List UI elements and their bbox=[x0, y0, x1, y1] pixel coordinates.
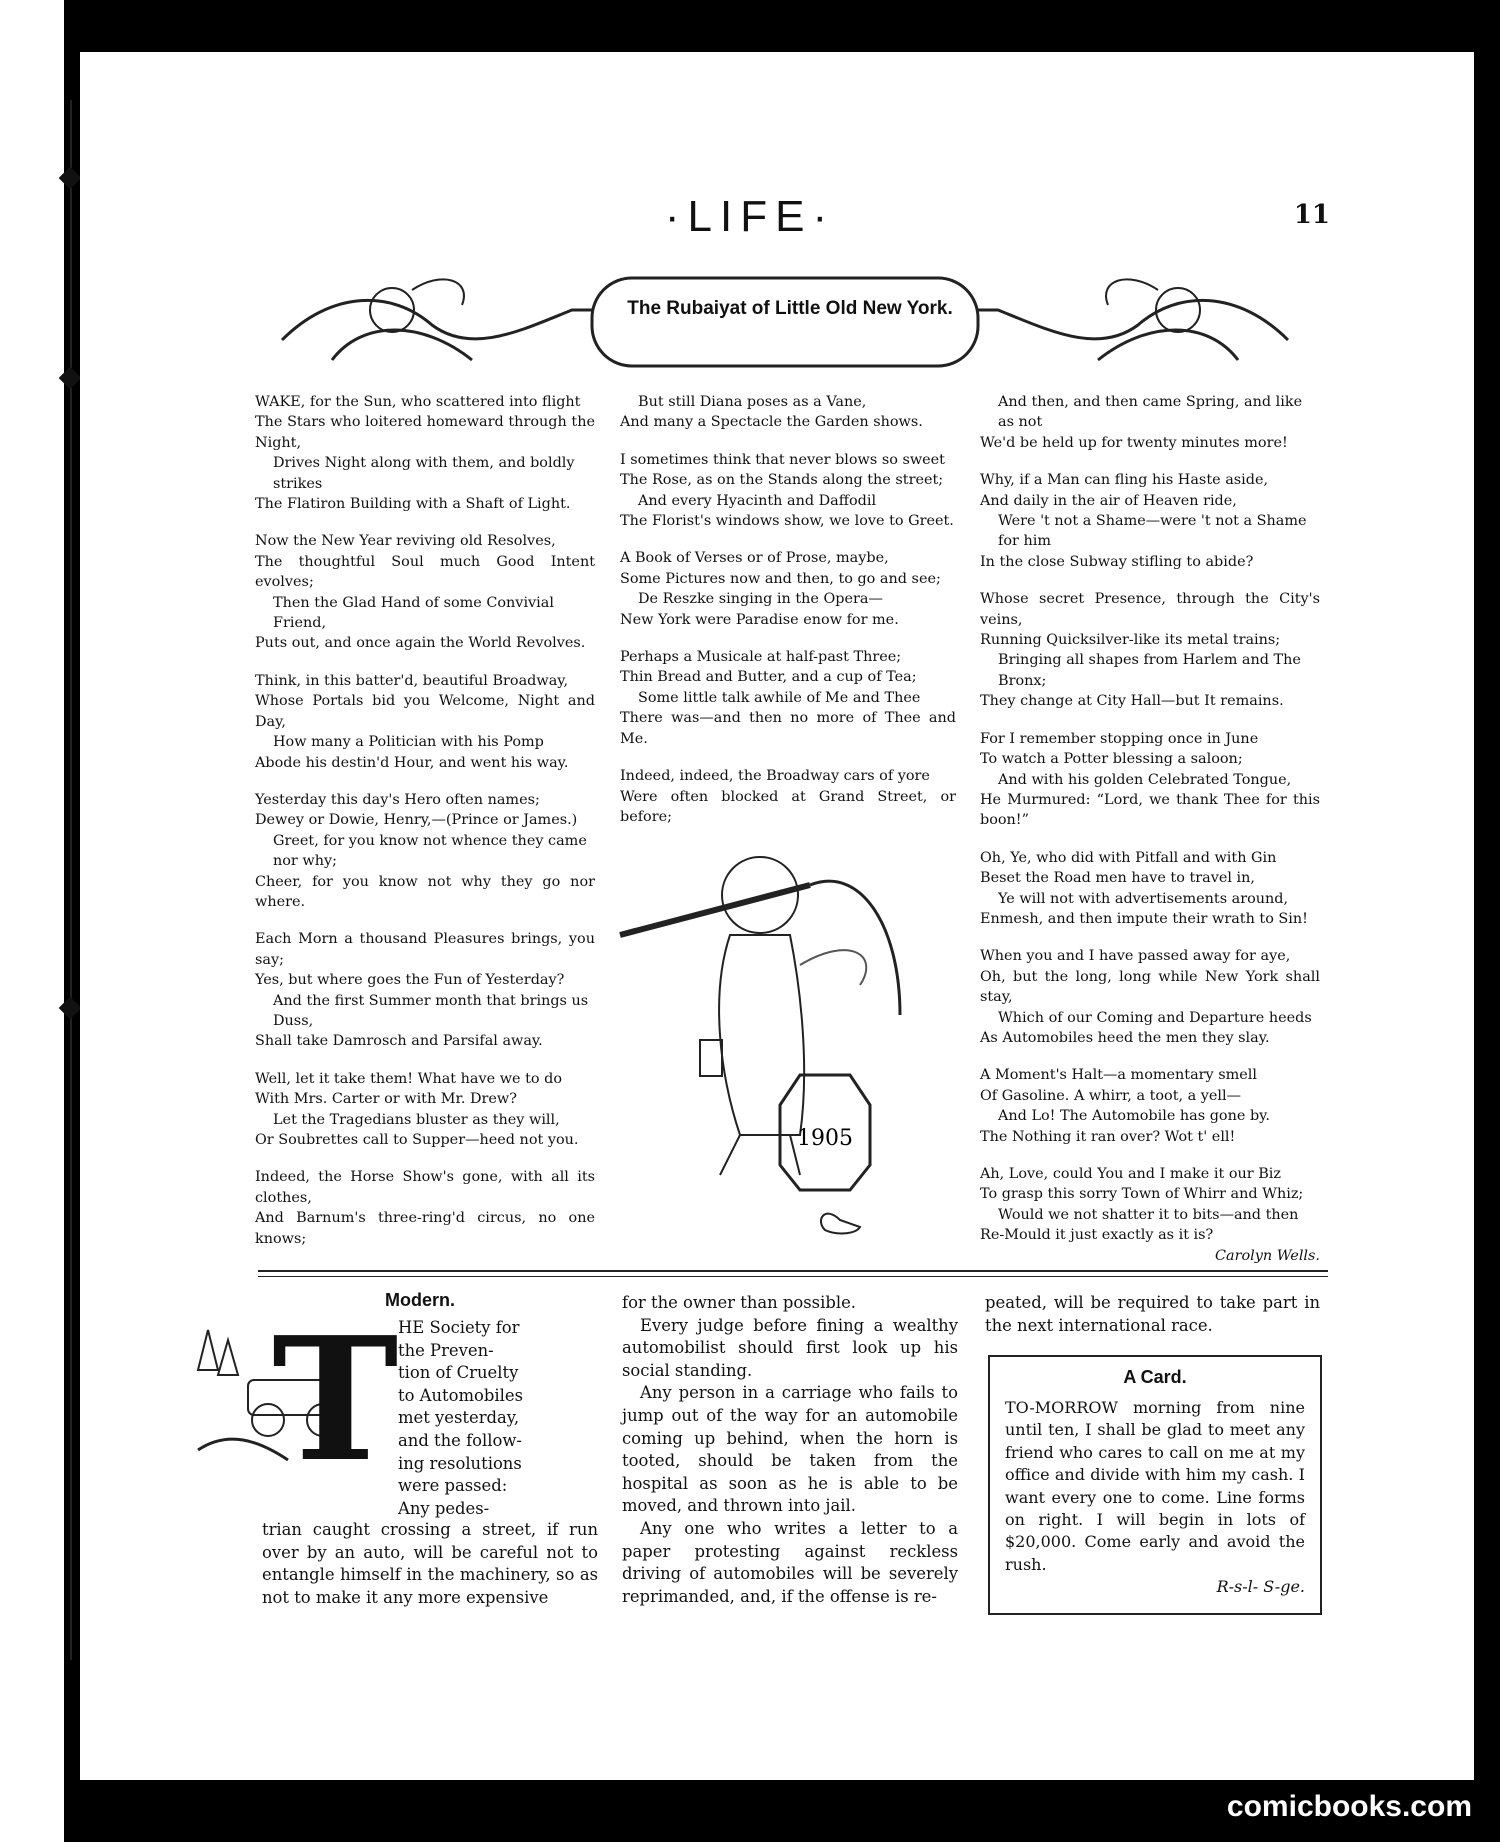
poem-line: Perhaps a Musicale at half-past Three; bbox=[620, 649, 902, 666]
article-paragraph: Any one who writes a letter to a paper protesting against reckless driving of automobiles will be severely reprimanded, and, if the offense is re- bbox=[622, 1518, 958, 1606]
cherub-with-scythe-illustration bbox=[600, 815, 940, 1245]
poem-line: We'd be held up for twenty minutes more! bbox=[980, 434, 1288, 451]
article-lead-line: tion of Cruelty bbox=[398, 1363, 519, 1383]
poem-line: Re-Mould it just exactly as it is? bbox=[980, 1227, 1214, 1244]
poem-line: Think, in this batter'd, beautiful Broadway, bbox=[255, 672, 569, 689]
poem-line: Running Quicksilver-like its metal trains; bbox=[980, 632, 1281, 649]
article-lead-line: the Preven- bbox=[398, 1340, 494, 1360]
section-rule bbox=[258, 1276, 1328, 1277]
page-number: 11 bbox=[1293, 200, 1330, 230]
poem-line: In the close Subway stifling to abide? bbox=[980, 553, 1254, 570]
article-lead-line: to Automobiles bbox=[398, 1385, 524, 1405]
article-column-2 bbox=[622, 1292, 958, 1608]
poem-line: Oh, Ye, who did with Pitfall and with Gin bbox=[980, 849, 1277, 866]
poem-line: Shall take Damrosch and Parsifal away. bbox=[255, 1033, 543, 1050]
lantern-year: 1905 bbox=[797, 1126, 853, 1151]
article-paragraph: for the owner than possible. bbox=[622, 1293, 856, 1312]
article-lead-line: HE Society for bbox=[398, 1318, 520, 1337]
poem-line: With Mrs. Carter or with Mr. Drew? bbox=[255, 1091, 517, 1108]
poem-line: The Florist's windows show, we love to Greet. bbox=[620, 513, 954, 530]
article-column-3: peated, will be required to take part in the next international race. bbox=[985, 1293, 1320, 1335]
poem-line: Why, if a Man can fling his Haste aside, bbox=[980, 472, 1269, 489]
card-signature: R-s-l- S-ge. bbox=[1216, 1577, 1305, 1597]
drop-cap-t: T bbox=[272, 1300, 399, 1500]
poem-line: Puts out, and once again the World Revolves. bbox=[255, 635, 586, 652]
poem-line: Some Pictures now and then, to go and see; bbox=[620, 570, 941, 587]
poem-line: Whose Portals bid you Welcome, Night and Day, bbox=[255, 693, 595, 730]
article-lead bbox=[398, 1317, 598, 1520]
poem-line: And many a Spectacle the Garden shows. bbox=[620, 414, 923, 431]
poem-line: To grasp this sorry Town of Whirr and Whiz; bbox=[980, 1186, 1304, 1203]
left-page-edge bbox=[0, 0, 64, 1842]
poem-line: Yes, but where goes the Fun of Yesterday? bbox=[255, 972, 565, 989]
poem-line: To watch a Potter blessing a saloon; bbox=[980, 751, 1243, 768]
poem-line: A Book of Verses or of Prose, maybe, bbox=[620, 550, 889, 567]
card-box bbox=[988, 1355, 1322, 1615]
poem-line: Now the New Year reviving old Resolves, bbox=[255, 533, 556, 550]
poem-line: Were often blocked at Grand Street, or before; bbox=[620, 788, 956, 825]
card-title: A Card. bbox=[1123, 1367, 1187, 1387]
article-column-1: trian caught crossing a street, if run over by an auto, will be careful not to entangle himself in the machinery, so as not to make it any more expensive bbox=[262, 1520, 598, 1607]
section-rule bbox=[258, 1270, 1328, 1272]
poem-column-2 bbox=[620, 392, 956, 844]
poem-line: I sometimes think that never blows so sweet bbox=[620, 451, 945, 468]
poem-line: Which of our Coming and Departure heeds bbox=[998, 1009, 1312, 1026]
poem-line: There was—and then no more of Thee and Me. bbox=[620, 710, 956, 747]
poem-line: A Moment's Halt—a momentary smell bbox=[980, 1067, 1257, 1084]
poem-line: Indeed, indeed, the Broadway cars of yore bbox=[620, 768, 930, 785]
poem-line: They change at City Hall—but It remains. bbox=[980, 693, 1284, 710]
poem-line: New York were Paradise enow for me. bbox=[620, 611, 899, 628]
poem-line: Or Soubrettes call to Supper—heed not you. bbox=[255, 1132, 579, 1148]
cherub-right-ornament bbox=[1098, 279, 1238, 360]
poem-line: Cheer, for you know not why they go nor where. bbox=[255, 873, 595, 910]
poem-line: And Lo! The Automobile has gone by. bbox=[998, 1108, 1270, 1125]
poem-line: Greet, for you know not whence they came nor why; bbox=[273, 832, 587, 870]
poem-line: The thoughtful Soul much Good Intent evolves; bbox=[255, 553, 595, 591]
article-paragraph: Any person in a carriage who fails to jump out of the way for an automobile coming up behind, when the horn is tooted, should be taken from the hospital as soon as he is able to be moved, and thrown into jail. bbox=[622, 1383, 958, 1516]
poem-line: Abode his destin'd Hour, and went his way. bbox=[255, 754, 569, 771]
poem-line: Of Gasoline. A whirr, a toot, a yell— bbox=[980, 1087, 1242, 1104]
article-lead-line: and the follow- bbox=[398, 1430, 522, 1450]
article-lead-line: were passed: bbox=[398, 1476, 508, 1496]
poem-line: The Stars who loitered homeward through the Night, bbox=[255, 414, 595, 451]
card-text: TO-MORROW morning from nine until ten, I shall be glad to meet any friend who cares to call on me at my office and divide with him my cash. I want every one to come. Line forms on right. I will begin in lots of $20,000. Come early and avoid the rush. bbox=[1005, 1398, 1305, 1574]
poem-line: The Flatiron Building with a Shaft of Light. bbox=[255, 496, 571, 513]
poem-line: Let the Tragedians bluster as they will, bbox=[273, 1111, 560, 1128]
poem-line: How many a Politician with his Pomp bbox=[273, 734, 544, 751]
poem-line: Oh, but the long, long while New York shall stay, bbox=[980, 968, 1320, 1006]
poem-line: Yesterday this day's Hero often names; bbox=[255, 791, 540, 808]
poem-line: But still Diana poses as a Vane, bbox=[638, 394, 867, 410]
poem-line: As Automobiles heed the men they slay. bbox=[980, 1029, 1270, 1046]
poem-line: Each Morn a thousand Pleasures brings, you say; bbox=[255, 931, 595, 968]
poem-line: Thin Bread and Butter, and a cup of Tea; bbox=[620, 669, 917, 686]
poem-line: Drives Night along with them, and boldly strikes bbox=[273, 455, 575, 492]
watermark: comicbooks.com bbox=[1226, 1790, 1472, 1823]
poem-line: The Rose, as on the Stands along the street; bbox=[620, 472, 944, 489]
poem-line: Bringing all shapes from Harlem and The Bronx; bbox=[998, 652, 1301, 689]
poem-line: Beset the Road men have to travel in, bbox=[980, 870, 1255, 887]
poem-line: And with his golden Celebrated Tongue, bbox=[998, 771, 1292, 788]
poem-line: And daily in the air of Heaven ride, bbox=[980, 492, 1237, 509]
poem-line: And the first Summer month that brings us Duss, bbox=[273, 992, 589, 1029]
poem-line: Were 't not a Shame—were 't not a Shame for him bbox=[998, 513, 1307, 550]
poem-line: Would we not shatter it to bits—and then bbox=[998, 1206, 1299, 1223]
poem-line: De Reszke singing in the Opera— bbox=[638, 591, 883, 608]
poem-line: Ah, Love, could You and I make it our Biz bbox=[980, 1166, 1281, 1182]
article-paragraph: Every judge before fining a wealthy automobilist should first look up his social standing. bbox=[622, 1315, 958, 1380]
ornamental-banner bbox=[272, 270, 1298, 375]
poem-signature: Carolyn Wells. bbox=[1214, 1247, 1320, 1264]
poem-line: WAKE, for the Sun, who scattered into flight bbox=[255, 394, 581, 410]
poem-line: Whose secret Presence, through the City's veins, bbox=[980, 591, 1320, 628]
binding-line bbox=[70, 100, 72, 1660]
poem-line: He Murmured: “Lord, we thank Thee for this boon!” bbox=[980, 791, 1320, 829]
article-lead-line: met yesterday, bbox=[398, 1408, 520, 1428]
article-lead-line: ing resolutions bbox=[398, 1453, 522, 1473]
masthead: ·LIFE· bbox=[664, 192, 836, 241]
poem-line: Indeed, the Horse Show's gone, with all its clothes, bbox=[255, 1169, 595, 1206]
poem-line: Some little talk awhile of Me and Thee bbox=[638, 689, 921, 706]
poem-line: And Barnum's three-ring'd circus, no one knows; bbox=[255, 1210, 595, 1247]
poem-column-3 bbox=[980, 392, 1320, 1283]
poem-line: The Nothing it ran over? Wot t' ell! bbox=[980, 1128, 1236, 1145]
poem-line: Well, let it take them! What have we to do bbox=[255, 1070, 563, 1087]
poem-line: Then the Glad Hand of some Convivial Friend, bbox=[273, 594, 554, 632]
poem-line: Enmesh, and then impute their wrath to Sin! bbox=[980, 910, 1308, 927]
poem-line: And every Hyacinth and Daffodil bbox=[638, 492, 877, 509]
article-title: Modern. bbox=[385, 1290, 455, 1310]
poem-line: For I remember stopping once in June bbox=[980, 730, 1259, 747]
poem-title: The Rubaiyat of Little Old New York. bbox=[627, 298, 953, 319]
card-body bbox=[1005, 1397, 1305, 1599]
poem-column-1 bbox=[255, 392, 595, 1266]
poem-line: Dewey or Dowie, Henry,—(Prince or James.) bbox=[255, 812, 578, 829]
poem-line: Ye will not with advertisements around, bbox=[998, 890, 1289, 907]
article-lead-line: Any pedes- bbox=[398, 1498, 490, 1518]
poem-line: When you and I have passed away for aye, bbox=[980, 948, 1291, 965]
poem-line: And then, and then came Spring, and like as not bbox=[998, 394, 1303, 431]
cherub-left-ornament bbox=[332, 279, 472, 360]
